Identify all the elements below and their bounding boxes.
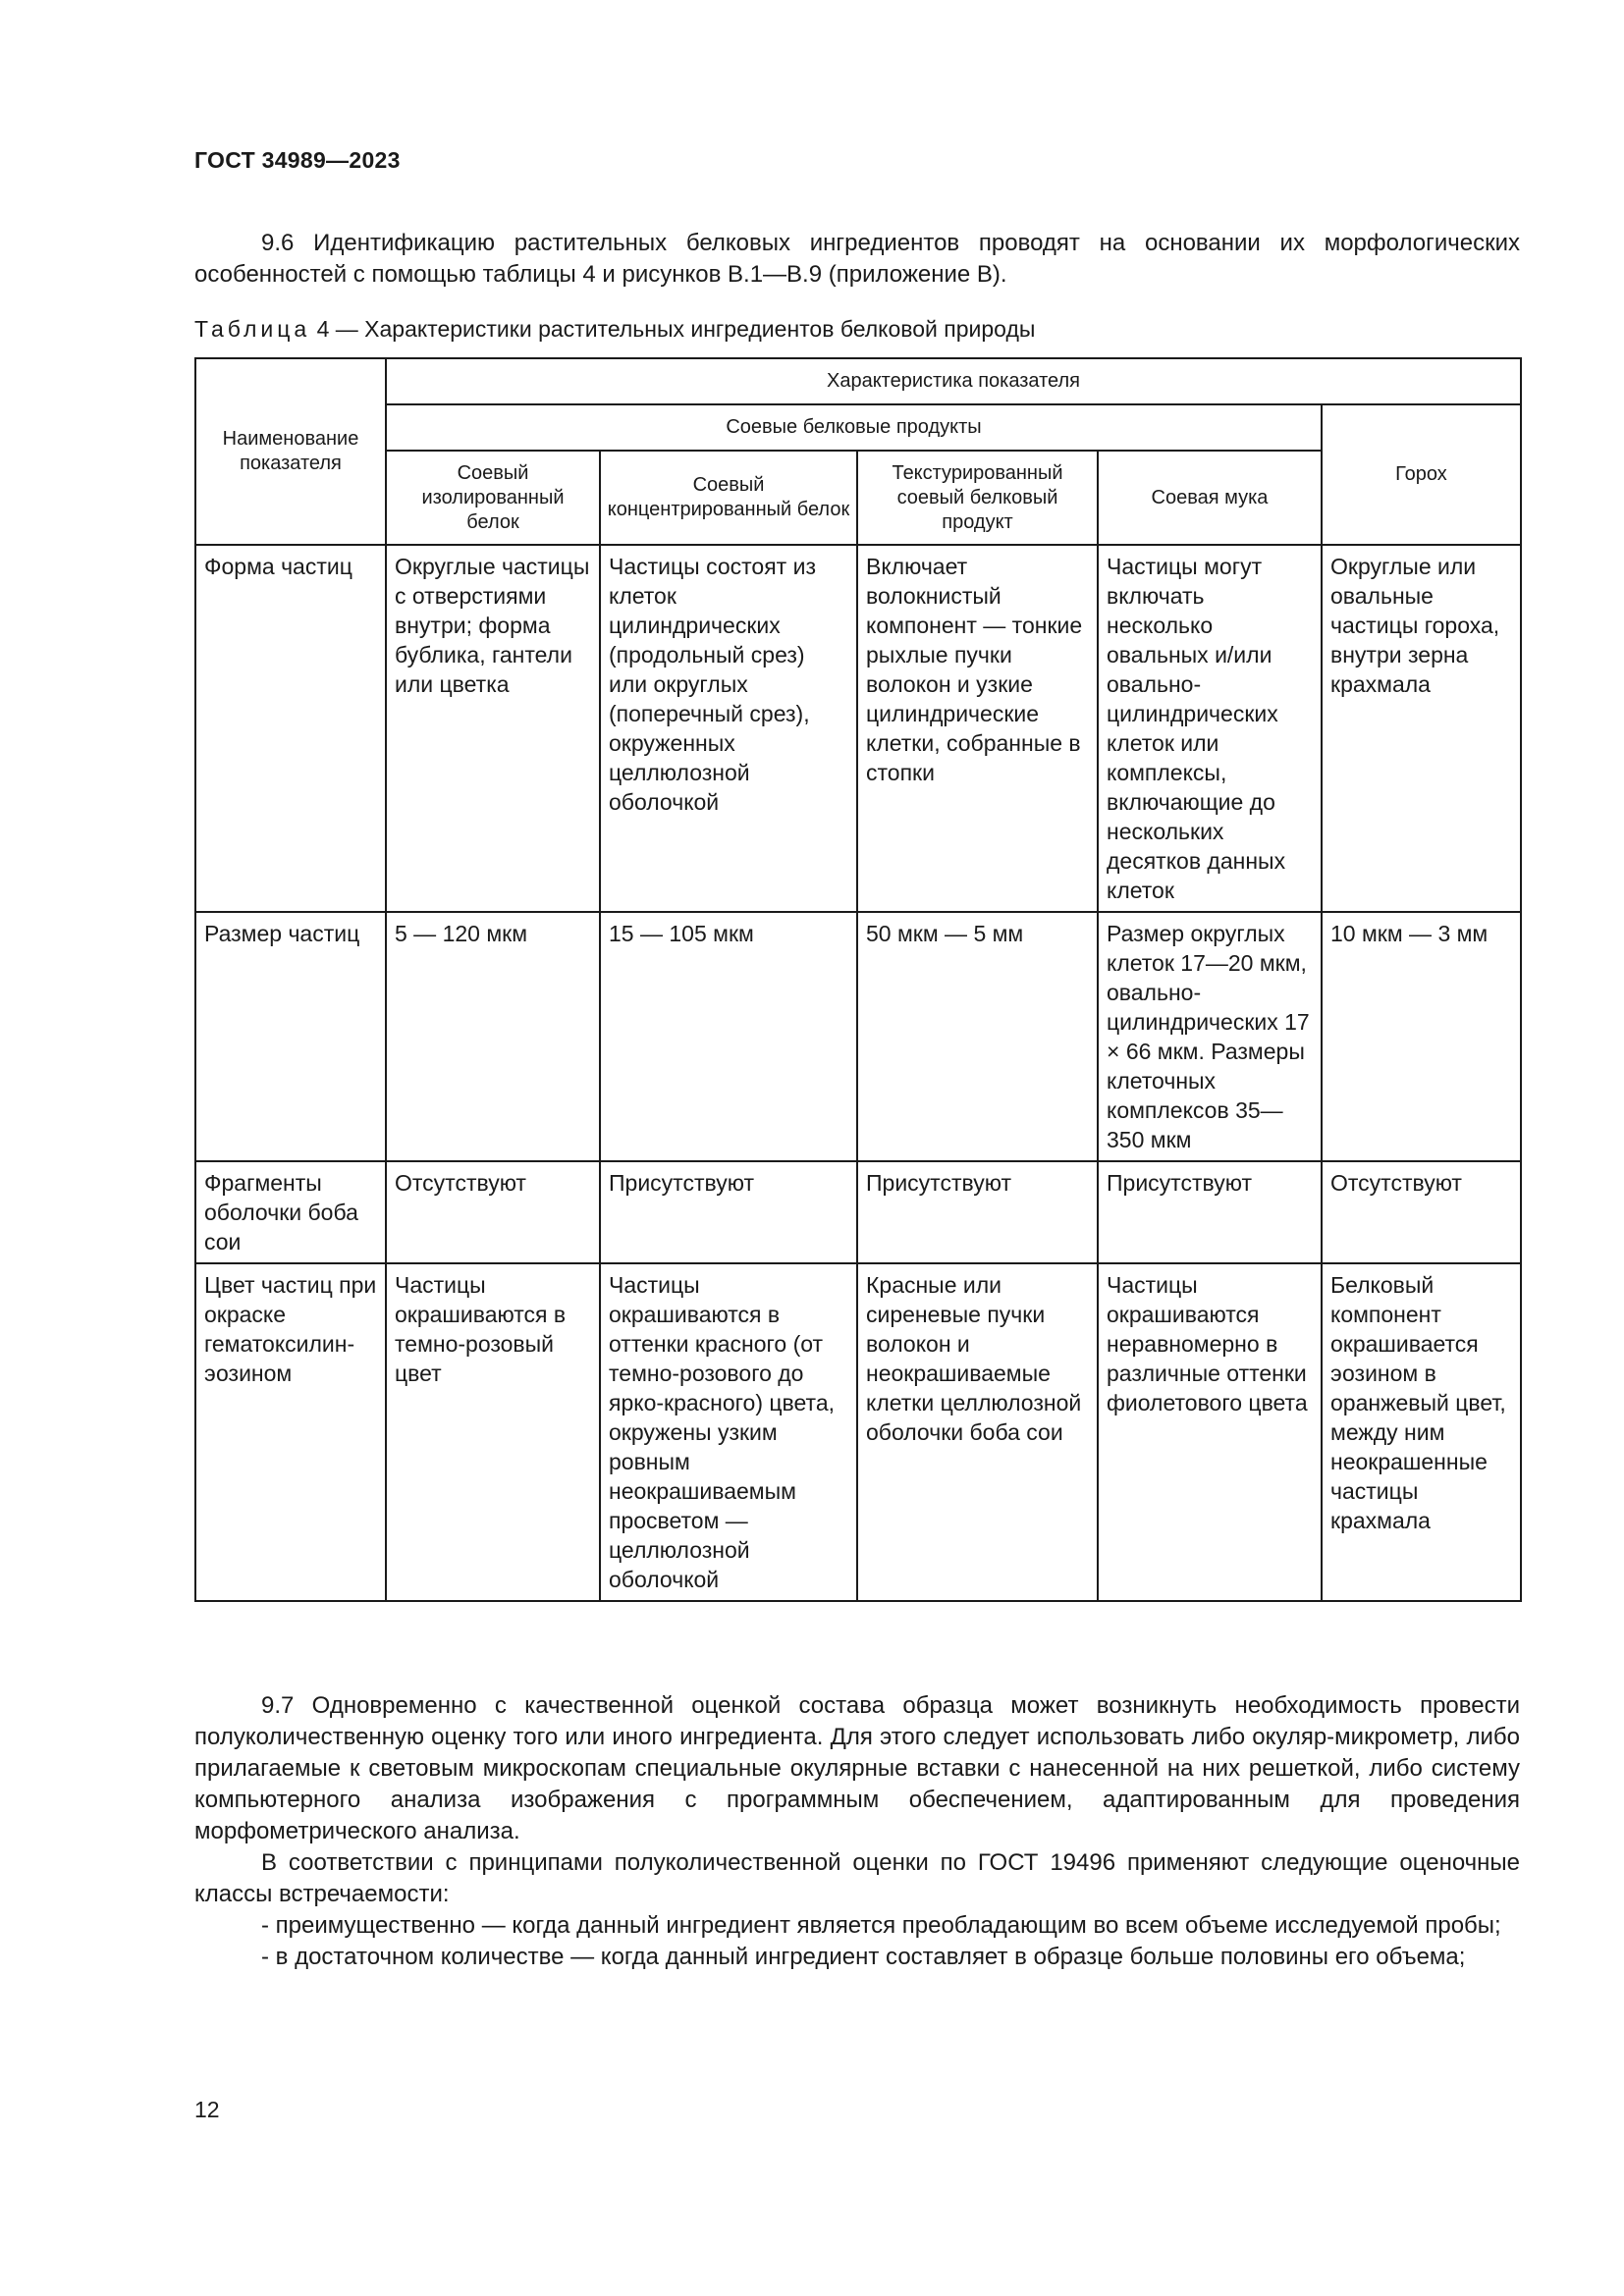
table-row [195, 912, 1521, 1161]
cell-textured: Красные или сиреневые пучки волокон и неокрашиваемые клетки целлюлозной оболочки боба сои [857, 1263, 1098, 1601]
cell-isolated: Частицы окрашиваются в темно-розовый цвет [386, 1263, 600, 1601]
section-9-7 [194, 1690, 1520, 1973]
row-name: Цвет частиц при окраске гематоксилин-эозином [195, 1263, 386, 1601]
header-soy-products: Соевые белковые продукты [386, 404, 1322, 451]
cell-isolated: Округлые частицы с отверстиями внутри; форма бублика, гантели или цветка [386, 545, 600, 912]
header-row-1 [195, 358, 1521, 404]
table-row [195, 545, 1521, 912]
page-number: 12 [194, 2097, 220, 2122]
cell-flour: Частицы могут включать несколько овальных и/или овально-цилиндрических клеток или комплексы, включающие до нескольких десятков данных клеток [1098, 545, 1322, 912]
cell-flour: Присутствуют [1098, 1161, 1322, 1263]
section-9-7-p3: - преимущественно — когда данный ингредиент является преобладающим во всем объеме исследуемой пробы; [261, 1912, 1501, 1939]
section-9-6 [194, 228, 1520, 291]
section-9-6-text: 9.6 Идентификацию растительных белковых ингредиентов проводят на основании их морфологических особенностей с помощью таблицы 4 и рисунков В.1—В.9 (приложение В). [194, 230, 1520, 288]
cell-pea: Округлые или овальные частицы гороха, внутри зерна крахмала [1322, 545, 1521, 912]
cell-textured: 50 мкм — 5 мм [857, 912, 1098, 1161]
section-9-7-p4: - в достаточном количестве — когда данный ингредиент составляет в образце больше половины его объема; [261, 1944, 1466, 1970]
header-textured: Текстурированный соевый белковый продукт [857, 451, 1098, 545]
table-row [195, 1161, 1521, 1263]
row-name: Размер частиц [195, 912, 386, 1161]
header-indicator-name: Наименование показателя [195, 358, 386, 545]
table-caption-text: 4 — Характеристики растительных ингредиентов белковой природы [310, 316, 1036, 342]
cell-isolated: Отсутствуют [386, 1161, 600, 1263]
cell-concentrated: Частицы состоят из клеток цилиндрических (продольный срез) или округлых (поперечный срез), окруженных целлюлозной оболочкой [600, 545, 857, 912]
section-9-7-p2: В соответствии с принципами полуколичественной оценки по ГОСТ 19496 применяют следующие оценочные классы встречаемости: [194, 1849, 1520, 1907]
header-row-2 [195, 404, 1521, 451]
header-pea: Горох [1322, 404, 1521, 545]
table-caption [194, 316, 1035, 343]
cell-isolated: 5 — 120 мкм [386, 912, 600, 1161]
cell-textured: Присутствуют [857, 1161, 1098, 1263]
characteristics-table [194, 357, 1522, 1602]
section-9-7-p1: 9.7 Одновременно с качественной оценкой состава образца может возникнуть необходимость провести полуколичественную оценку того или иного ингредиента. Для этого следует использовать либо окуляр-микрометр, либо прилагаемые к световым микроскопам специальные окулярные вставки с нанесенной на них решеткой, либо систему компьютерного анализа изображения с программным обеспечением, адаптированным для проведения морфометрического анализа. [194, 1692, 1520, 1844]
row-name: Форма частиц [195, 545, 386, 912]
cell-concentrated: Частицы окрашиваются в оттенки красного (от темно-розового до ярко-красного) цвета, окружены узким ровным неокрашиваемым просветом — целлюлозной оболочкой [600, 1263, 857, 1601]
header-flour: Соевая мука [1098, 451, 1322, 545]
table-4 [194, 357, 1520, 1602]
cell-textured: Включает волокнистый компонент — тонкие рыхлые пучки волокон и узкие цилиндрические клетки, собранные в стопки [857, 545, 1098, 912]
cell-concentrated: 15 — 105 мкм [600, 912, 857, 1161]
cell-pea: Отсутствуют [1322, 1161, 1521, 1263]
cell-concentrated: Присутствуют [600, 1161, 857, 1263]
cell-pea: Белковый компонент окрашивается эозином в оранжевый цвет, между ним неокрашенные частицы крахмала [1322, 1263, 1521, 1601]
header-characteristic: Характеристика показателя [386, 358, 1521, 404]
table-caption-label: Таблица [194, 316, 311, 342]
header-concentrated: Соевый концентрированный белок [600, 451, 857, 545]
header-isolated: Соевый изолированный белок [386, 451, 600, 545]
cell-flour: Частицы окрашиваются неравномерно в различные оттенки фиолетового цвета [1098, 1263, 1322, 1601]
cell-pea: 10 мкм — 3 мм [1322, 912, 1521, 1161]
cell-flour: Размер округлых клеток 17—20 мкм, овально-цилиндрических 17 × 66 мкм. Размеры клеточных комплексов 35—350 мкм [1098, 912, 1322, 1161]
table-row [195, 1263, 1521, 1601]
row-name: Фрагменты оболочки боба сои [195, 1161, 386, 1263]
document-header: ГОСТ 34989—2023 [194, 147, 401, 173]
